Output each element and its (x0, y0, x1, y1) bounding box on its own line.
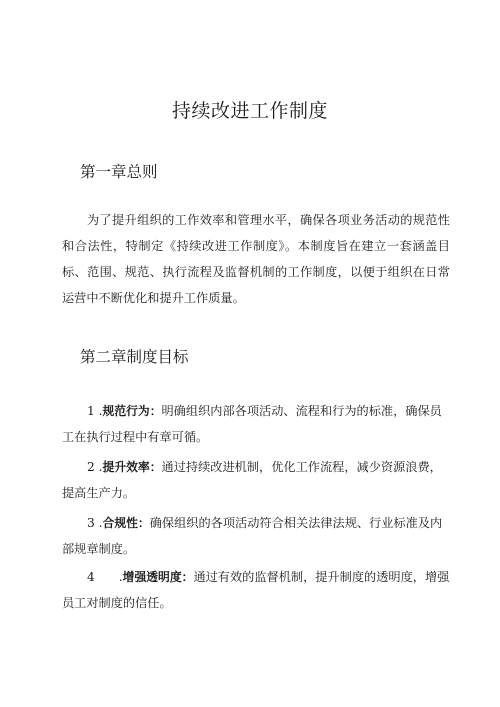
goal-item-1-number: 1 (87, 404, 95, 418)
goal-item-3-term: 合规性： (102, 516, 150, 530)
goal-item-2-term: 提升效率： (102, 460, 162, 474)
goal-item-1-separator: . (98, 404, 103, 418)
goal-item-3-number: 3 (87, 516, 95, 530)
goal-item-2-text: 通过持续改进机制，优化工作流程，减少资源浪费，提高生产力。 (62, 460, 442, 500)
goal-item-4-text: 通过有效的监督机制，提升制度的透明度，增强员工对制度的信任。 (62, 570, 450, 610)
goal-item-3-text: 确保组织的各项活动符合相关法律法规、行业标准及内部规章制度。 (62, 516, 443, 556)
goal-item-1 (62, 398, 450, 450)
goal-item-4-separator: . (118, 570, 123, 584)
chapter-1-heading: 第一章总则 (80, 163, 158, 181)
goal-item-2 (62, 454, 450, 506)
document-title: 持续改进工作制度 (171, 100, 328, 122)
goal-item-2-separator: . (98, 460, 103, 474)
chapter-2-heading: 第二章制度目标 (80, 348, 189, 366)
goal-item-1-term: 规范行为： (102, 404, 162, 418)
goal-item-1-text: 明确组织内部各项活动、流程和行为的标准，确保员工在执行过程中有章可循。 (62, 404, 442, 444)
goal-item-4 (62, 564, 450, 616)
chapter-1-body: 为了提升组织的工作效率和管理水平，确保各项业务活动的规范性和合法性，特制定《持续改进工作制度》。本制度旨在建立一套涵盖目标、范围、规范、执行流程及监督机制的工作制度，以便于组织在日常运营中不断优化和提升工作质量。 (62, 213, 450, 305)
goal-item-4-number: 4 (87, 570, 95, 584)
goal-item-3 (62, 510, 450, 562)
goal-item-3-separator: . (98, 516, 103, 530)
goal-item-4-term: 增强透明度： (122, 570, 194, 584)
goal-item-2-number: 2 (87, 460, 95, 474)
